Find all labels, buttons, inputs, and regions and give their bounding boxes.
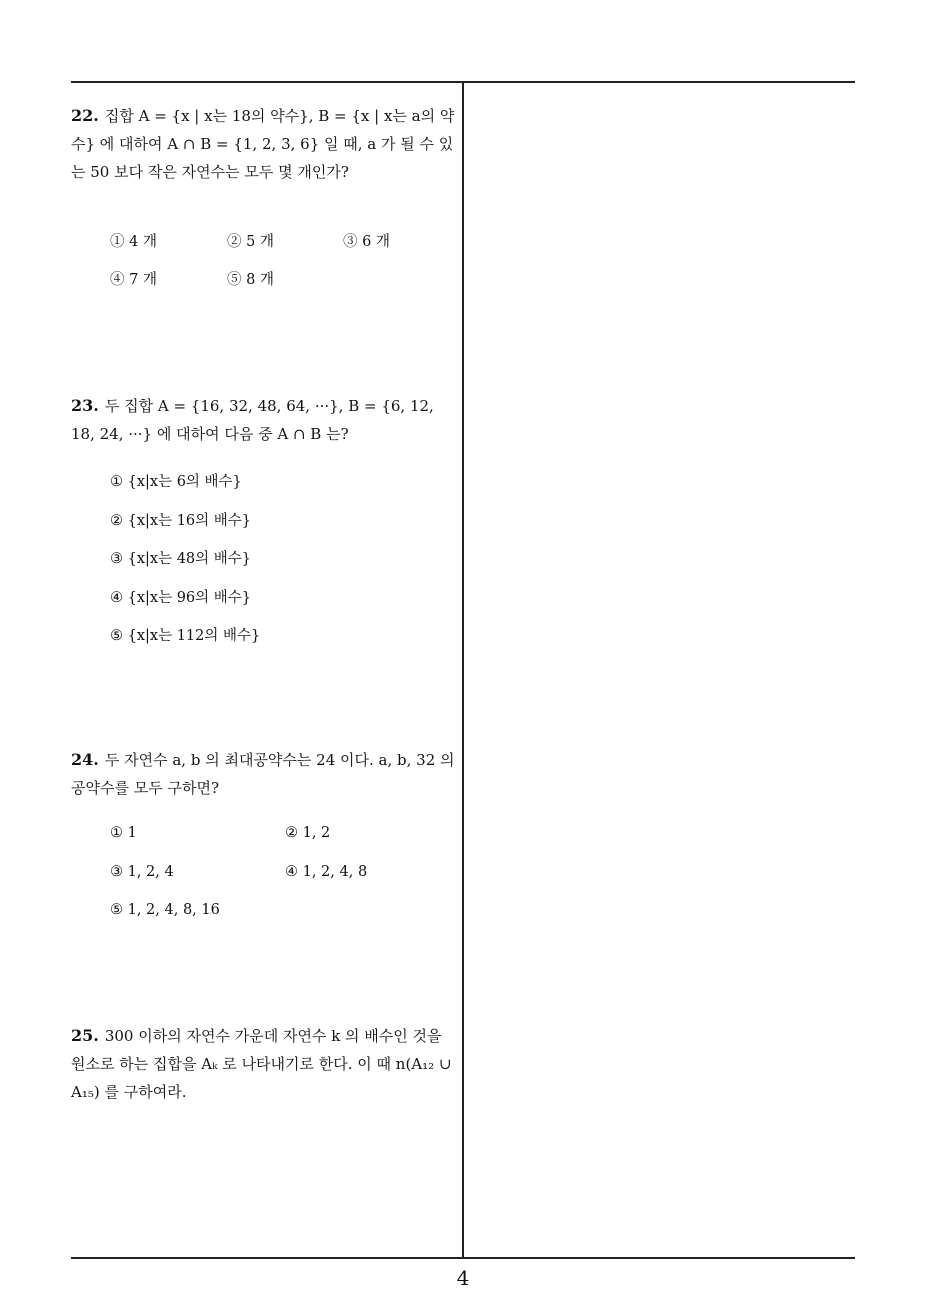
question-25-stem bbox=[71, 1022, 456, 1106]
question-text: 300 이하의 자연수 가운데 자연수 k 의 배수인 것을 원소로 하는 집합을 Aₖ 로 나타내기로 한다. 이 때 n(A₁₂ ∪ A₁₅) 를 구하여라. bbox=[71, 1027, 452, 1101]
page-number: 4 bbox=[456, 1266, 470, 1290]
option-5[interactable]: ⑤ {x|x는 112의 배수} bbox=[110, 628, 261, 644]
question-number: 24. bbox=[71, 750, 99, 769]
question-text: 집합 A = {x | x는 18의 약수}, B = {x | x는 a의 약수} 에 대하여 A ∩ B = {1, 2, 3, 6} 일 때, a 가 될 수 있는 50 보다 작은 자연수는 모두 몇 개인가? bbox=[71, 107, 455, 181]
question-text: 두 집합 A = {16, 32, 48, 64, ···}, B = {6, 12, 18, 24, ···} 에 대하여 다음 중 A ∩ B 는? bbox=[71, 397, 434, 443]
option-3[interactable]: ③ 6 개 bbox=[343, 234, 390, 250]
option-1[interactable]: ① 4 개 bbox=[110, 234, 157, 250]
option-5[interactable]: ⑤ 1, 2, 4, 8, 16 bbox=[110, 902, 220, 918]
question-24 bbox=[71, 746, 456, 918]
option-4[interactable]: ④ {x|x는 96의 배수} bbox=[110, 590, 251, 606]
option-5[interactable]: ⑤ 8 개 bbox=[227, 272, 274, 288]
option-2[interactable]: ② {x|x는 16의 배수} bbox=[110, 513, 251, 529]
option-3[interactable]: ③ 1, 2, 4 bbox=[110, 864, 174, 880]
question-text: 두 자연수 a, b 의 최대공약수는 24 이다. a, b, 32 의 공약수를 모두 구하면? bbox=[71, 751, 455, 797]
option-2[interactable]: ② 1, 2 bbox=[285, 825, 331, 841]
column-divider bbox=[462, 82, 464, 1258]
question-25 bbox=[71, 1022, 456, 1106]
question-number: 25. bbox=[71, 1026, 99, 1045]
option-4[interactable]: ④ 7 개 bbox=[110, 272, 157, 288]
question-23-stem bbox=[71, 392, 456, 448]
question-22-stem bbox=[71, 102, 456, 186]
option-3[interactable]: ③ {x|x는 48의 배수} bbox=[110, 551, 251, 567]
question-number: 22. bbox=[71, 106, 99, 125]
question-24-stem bbox=[71, 746, 456, 802]
option-1[interactable]: ① {x|x는 6의 배수} bbox=[110, 474, 242, 490]
question-number: 23. bbox=[71, 396, 99, 415]
question-22 bbox=[71, 102, 456, 288]
question-23 bbox=[71, 392, 456, 644]
option-1[interactable]: ① 1 bbox=[110, 825, 137, 841]
bottom-rule bbox=[71, 1257, 855, 1259]
option-2[interactable]: ② 5 개 bbox=[227, 234, 274, 250]
option-4[interactable]: ④ 1, 2, 4, 8 bbox=[285, 864, 368, 880]
